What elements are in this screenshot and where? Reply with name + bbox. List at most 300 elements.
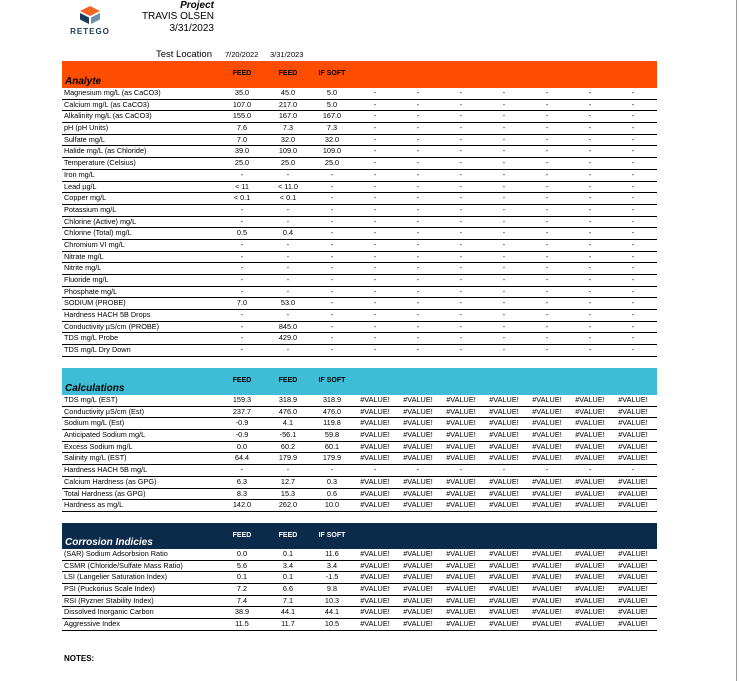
- table-row: [62, 418, 657, 430]
- table-cell: -: [373, 169, 377, 179]
- table-cell: -: [240, 310, 244, 320]
- table-cell: < 11: [235, 181, 249, 191]
- table-cell: 5.0: [326, 88, 338, 97]
- table-cell: #VALUE!: [532, 619, 562, 629]
- table-cell: -: [416, 204, 420, 214]
- table-cell: -: [459, 286, 463, 296]
- table-cell: -: [240, 321, 244, 331]
- table-row: [62, 407, 657, 419]
- table-cell: -: [373, 228, 377, 238]
- table-cell: 0.1: [282, 572, 294, 582]
- table-cell: -: [330, 263, 334, 273]
- table-cell: #VALUE!: [360, 430, 390, 440]
- table-cell: #VALUE!: [360, 406, 390, 416]
- table-cell: -: [416, 111, 420, 121]
- col-if-soft: IF SOFT: [318, 532, 346, 539]
- table-cell: -: [631, 146, 635, 156]
- row-label: Phosphate mg/L: [64, 286, 118, 296]
- table-row: [62, 333, 657, 345]
- table-cell: #VALUE!: [403, 418, 433, 428]
- table-cell: 179.9: [278, 453, 298, 463]
- table-cell: -: [459, 146, 463, 156]
- table-row: [62, 123, 657, 135]
- table-cell: -: [373, 345, 377, 355]
- table-cell: -: [588, 146, 592, 156]
- row-label: Temperature (Celsius): [64, 158, 136, 168]
- table-cell: #VALUE!: [532, 430, 562, 440]
- table-cell: #VALUE!: [618, 619, 648, 629]
- table-cell: -: [286, 275, 290, 284]
- table-cell: #VALUE!: [446, 453, 476, 463]
- table-cell: 167.0: [278, 111, 298, 121]
- row-label: (SAR) Sodium Adsorbsion Ratio: [64, 549, 168, 558]
- table-cell: -: [286, 263, 290, 273]
- row-label: Calcium mg/L (as CaCO3): [64, 99, 150, 109]
- table-cell: -0.9: [235, 430, 249, 440]
- table-cell: -: [588, 111, 592, 121]
- table-cell: -: [588, 158, 592, 168]
- table-row: [62, 193, 657, 205]
- table-cell: -: [459, 123, 463, 133]
- table-cell: 3.4: [282, 560, 294, 570]
- table-cell: -: [545, 251, 549, 261]
- table-cell: #VALUE!: [403, 476, 433, 486]
- table-cell: -: [459, 181, 463, 191]
- table-cell: -: [416, 181, 420, 191]
- table-cell: #VALUE!: [532, 500, 562, 510]
- table-cell: #VALUE!: [575, 607, 605, 617]
- table-cell: -: [588, 134, 592, 144]
- table-cell: 25.0: [324, 158, 340, 168]
- table-cell: #VALUE!: [618, 549, 648, 558]
- table-cell: 7.1: [282, 595, 294, 605]
- table-cell: -: [286, 216, 290, 226]
- row-label: Nitrate mg/L: [64, 251, 104, 261]
- table-cell: #VALUE!: [360, 441, 390, 451]
- table-cell: #VALUE!: [532, 476, 562, 486]
- table-cell: -: [631, 181, 635, 191]
- table-cell: -: [459, 333, 463, 343]
- table-cell: 38.9: [234, 607, 250, 617]
- row-label: Total Hardness (as GPG): [64, 488, 146, 498]
- table-cell: -: [416, 298, 420, 308]
- table-cell: 4.1: [282, 418, 294, 428]
- table-cell: #VALUE!: [403, 560, 433, 570]
- col-feed-2: FEED: [278, 377, 298, 384]
- table-cell: -: [373, 298, 377, 308]
- table-cell: -: [545, 465, 549, 475]
- table-cell: -: [373, 193, 377, 203]
- table-cell: -: [459, 239, 463, 249]
- table-row: [62, 572, 657, 584]
- row-label: Chromium VI mg/L: [64, 239, 125, 249]
- table-cell: 119.8: [323, 418, 341, 428]
- table-cell: -: [545, 88, 549, 97]
- table-cell: #VALUE!: [446, 584, 476, 594]
- table-cell: -: [330, 216, 334, 226]
- table-cell: #VALUE!: [446, 572, 476, 582]
- table-cell: -: [373, 333, 377, 343]
- table-cell: #VALUE!: [489, 560, 519, 570]
- table-cell: -: [588, 181, 592, 191]
- table-cell: -: [545, 193, 549, 203]
- table-cell: -: [545, 345, 549, 355]
- table-cell: -: [459, 99, 463, 109]
- table-cell: -: [240, 251, 244, 261]
- table-cell: -: [631, 298, 635, 308]
- table-row: [62, 430, 657, 442]
- table-cell: 107.0: [232, 99, 252, 109]
- table-cell: 7.0: [236, 134, 248, 144]
- table-cell: -: [588, 345, 592, 355]
- table-cell: -: [240, 204, 244, 214]
- table-row: [62, 453, 657, 465]
- table-cell: 9.8: [326, 584, 338, 594]
- table-cell: -: [240, 333, 244, 343]
- table-cell: -: [502, 193, 506, 203]
- table-cell: -: [545, 204, 549, 214]
- table-cell: #VALUE!: [575, 453, 605, 463]
- table-cell: #VALUE!: [575, 560, 605, 570]
- row-label: Calcium Hardness (as GPG): [64, 476, 157, 486]
- table-cell: -: [631, 158, 635, 168]
- table-cell: -: [330, 193, 334, 203]
- table-cell: -: [545, 181, 549, 191]
- table-cell: -: [459, 345, 463, 355]
- table-cell: -: [631, 263, 635, 273]
- table-cell: 0.1: [236, 572, 248, 582]
- table-cell: 60.2: [280, 441, 296, 451]
- table-cell: -: [631, 134, 635, 144]
- row-label: Dissolved Inorganic Carbon: [64, 607, 154, 617]
- table-cell: -: [502, 134, 506, 144]
- table-cell: #VALUE!: [618, 430, 648, 440]
- table-cell: -: [459, 275, 463, 284]
- table-cell: #VALUE!: [532, 406, 562, 416]
- table-cell: < 0.1: [233, 193, 251, 203]
- table-cell: #VALUE!: [489, 595, 519, 605]
- table-cell: -: [416, 321, 420, 331]
- table-cell: 476.0: [322, 406, 342, 416]
- table-cell: #VALUE!: [575, 406, 605, 416]
- table-cell: -: [631, 216, 635, 226]
- table-cell: 5.0: [326, 99, 338, 109]
- table-row: [62, 607, 657, 619]
- table-cell: 179.9: [322, 453, 342, 463]
- table-cell: #VALUE!: [403, 584, 433, 594]
- table-cell: #VALUE!: [532, 453, 562, 463]
- table-cell: -: [545, 216, 549, 226]
- table-cell: -: [330, 228, 334, 238]
- table-cell: -: [416, 263, 420, 273]
- analyte-title: Analyte: [65, 76, 102, 87]
- table-cell: -: [502, 111, 506, 121]
- table-cell: -: [631, 251, 635, 261]
- row-label: Conductivity µS/cm (PROBE): [64, 321, 160, 331]
- table-cell: -: [588, 169, 592, 179]
- table-cell: -: [416, 169, 420, 179]
- table-row: [62, 619, 657, 631]
- table-cell: -: [416, 239, 420, 249]
- table-cell: -: [502, 298, 506, 308]
- table-cell: #VALUE!: [403, 453, 433, 463]
- table-cell: 167.0: [322, 111, 342, 121]
- test-date-1: 7/20/2022: [225, 50, 259, 59]
- table-cell: -: [545, 321, 549, 331]
- table-cell: -: [502, 310, 506, 320]
- table-cell: 3.4: [326, 560, 338, 570]
- table-cell: 8.3: [236, 488, 248, 498]
- table-cell: #VALUE!: [618, 395, 648, 404]
- table-row: [62, 442, 657, 454]
- table-cell: 318.9: [322, 395, 342, 404]
- table-cell: -: [373, 275, 377, 284]
- table-row: [62, 217, 657, 229]
- table-cell: -: [373, 111, 377, 121]
- col-feed-2: FEED: [278, 70, 298, 77]
- table-cell: -: [502, 99, 506, 109]
- table-cell: -: [330, 251, 334, 261]
- table-cell: #VALUE!: [532, 395, 562, 404]
- table-cell: -: [631, 321, 635, 331]
- table-cell: -: [240, 275, 244, 284]
- table-cell: -: [459, 111, 463, 121]
- logo-text: RETEGO: [70, 27, 110, 36]
- table-cell: -: [588, 286, 592, 296]
- table-cell: 7.3: [282, 123, 294, 133]
- table-cell: -: [631, 123, 635, 133]
- table-cell: 7.2: [236, 584, 248, 594]
- table-cell: < 0.1: [279, 193, 297, 203]
- table-cell: -: [373, 465, 377, 475]
- table-cell: -: [631, 204, 635, 214]
- table-row: [62, 182, 657, 194]
- table-cell: -: [330, 465, 334, 475]
- table-cell: -: [588, 216, 592, 226]
- table-cell: -: [545, 333, 549, 343]
- table-cell: #VALUE!: [360, 418, 390, 428]
- table-cell: 142.0: [232, 500, 252, 510]
- table-cell: 11.6: [325, 549, 339, 558]
- table-cell: #VALUE!: [532, 607, 562, 617]
- table-cell: -: [373, 321, 377, 331]
- table-cell: #VALUE!: [618, 406, 648, 416]
- table-cell: #VALUE!: [618, 584, 648, 594]
- table-cell: -: [416, 345, 420, 355]
- table-cell: #VALUE!: [403, 395, 433, 404]
- table-row: [62, 298, 657, 310]
- row-label: TDS mg/L Dry Down: [64, 345, 131, 355]
- table-row: [62, 252, 657, 264]
- table-cell: 845.0: [278, 321, 298, 331]
- table-cell: -: [330, 333, 334, 343]
- table-cell: -: [416, 158, 420, 168]
- table-row: [62, 322, 657, 334]
- table-cell: #VALUE!: [360, 607, 390, 617]
- table-cell: #VALUE!: [446, 441, 476, 451]
- table-cell: #VALUE!: [489, 619, 519, 629]
- retego-logo-icon: [79, 5, 101, 25]
- table-cell: 0.0: [236, 549, 248, 558]
- table-cell: 262.0: [278, 500, 298, 510]
- table-cell: #VALUE!: [532, 572, 562, 582]
- table-row: [62, 263, 657, 275]
- table-cell: -: [416, 275, 420, 284]
- table-cell: -: [631, 193, 635, 203]
- table-cell: -: [416, 88, 420, 97]
- table-cell: -56.1: [279, 430, 297, 440]
- table-cell: -: [631, 345, 635, 355]
- table-cell: -: [416, 333, 420, 343]
- test-location-label: Test Location: [156, 49, 212, 60]
- table-cell: 35.0: [234, 88, 250, 97]
- row-label: Lead µg/L: [64, 181, 97, 191]
- table-row: [62, 111, 657, 123]
- table-cell: -: [545, 111, 549, 121]
- table-row: [62, 240, 657, 252]
- table-cell: -: [330, 321, 334, 331]
- row-label: Alkalinity mg/L (as CaCO3): [64, 111, 152, 121]
- table-cell: -: [416, 286, 420, 296]
- table-cell: #VALUE!: [446, 488, 476, 498]
- table-row: [62, 561, 657, 573]
- table-cell: #VALUE!: [489, 418, 519, 428]
- table-cell: -: [240, 286, 244, 296]
- table-row: [62, 146, 657, 158]
- table-cell: -: [240, 465, 244, 475]
- table-cell: -: [286, 251, 290, 261]
- table-cell: 11.7: [281, 619, 295, 629]
- table-cell: -: [545, 239, 549, 249]
- table-cell: #VALUE!: [489, 430, 519, 440]
- table-cell: #VALUE!: [489, 549, 519, 558]
- table-cell: #VALUE!: [403, 549, 433, 558]
- table-cell: -: [631, 310, 635, 320]
- table-cell: #VALUE!: [360, 395, 390, 404]
- table-cell: -: [631, 169, 635, 179]
- analyte-section-header: [62, 61, 657, 88]
- table-cell: -: [373, 204, 377, 214]
- table-cell: -: [459, 298, 463, 308]
- table-cell: #VALUE!: [489, 607, 519, 617]
- table-cell: -: [330, 181, 334, 191]
- table-cell: #VALUE!: [403, 441, 433, 451]
- table-cell: -: [416, 134, 420, 144]
- table-cell: -: [545, 169, 549, 179]
- table-cell: #VALUE!: [446, 607, 476, 617]
- table-cell: -: [459, 169, 463, 179]
- table-cell: -: [240, 169, 244, 179]
- table-cell: #VALUE!: [575, 595, 605, 605]
- table-cell: 32.0: [280, 134, 296, 144]
- table-cell: -: [502, 321, 506, 331]
- table-cell: 25.0: [234, 158, 250, 168]
- table-cell: -: [286, 239, 290, 249]
- row-label: SODIUM (PROBE): [64, 298, 126, 308]
- table-cell: -: [286, 286, 290, 296]
- table-cell: -: [588, 298, 592, 308]
- table-cell: -: [330, 275, 334, 284]
- table-cell: 159.3: [232, 395, 252, 404]
- table-cell: 12.7: [280, 476, 296, 486]
- table-cell: -0.9: [235, 418, 249, 428]
- table-cell: 11.5: [235, 619, 249, 629]
- table-cell: #VALUE!: [403, 607, 433, 617]
- table-cell: 476.0: [278, 406, 298, 416]
- row-label: Sulfate mg/L: [64, 134, 105, 144]
- table-cell: -: [459, 263, 463, 273]
- table-cell: -: [286, 465, 290, 475]
- table-row: [62, 170, 657, 182]
- table-cell: #VALUE!: [403, 406, 433, 416]
- table-row: [62, 310, 657, 322]
- table-cell: -: [588, 239, 592, 249]
- table-cell: #VALUE!: [403, 430, 433, 440]
- table-cell: 0.1: [282, 549, 294, 558]
- table-cell: -: [459, 158, 463, 168]
- table-cell: -: [588, 228, 592, 238]
- row-label: pH (pH Units): [64, 123, 109, 133]
- row-label: RSI (Ryzner Stability Index): [64, 595, 154, 605]
- table-cell: -: [545, 228, 549, 238]
- table-cell: 6.3: [236, 476, 248, 486]
- table-row: [62, 549, 657, 561]
- row-label: Iron mg/L: [64, 169, 95, 179]
- table-row: [62, 395, 657, 407]
- calculations-title: Calculations: [65, 383, 125, 394]
- table-cell: -: [502, 345, 506, 355]
- table-cell: -: [545, 298, 549, 308]
- table-cell: -: [373, 134, 377, 144]
- table-cell: 0.6: [326, 488, 338, 498]
- table-cell: < 11.0: [278, 181, 298, 191]
- table-cell: #VALUE!: [575, 395, 605, 404]
- table-cell: -: [416, 99, 420, 109]
- table-cell: #VALUE!: [489, 488, 519, 498]
- table-cell: #VALUE!: [446, 560, 476, 570]
- table-cell: 7.3: [326, 123, 338, 133]
- table-cell: #VALUE!: [618, 500, 648, 510]
- table-cell: 7.4: [236, 595, 248, 605]
- table-cell: -: [416, 251, 420, 261]
- table-cell: -: [286, 310, 290, 320]
- table-cell: -: [240, 216, 244, 226]
- table-cell: #VALUE!: [489, 476, 519, 486]
- table-cell: -: [631, 88, 635, 97]
- calculations-table: [62, 395, 657, 512]
- table-row: [62, 287, 657, 299]
- table-cell: -: [330, 169, 334, 179]
- table-cell: #VALUE!: [446, 418, 476, 428]
- table-cell: -: [502, 239, 506, 249]
- table-cell: -: [588, 193, 592, 203]
- col-if-soft: IF SOFT: [318, 70, 346, 77]
- table-cell: #VALUE!: [360, 500, 390, 510]
- table-cell: -: [373, 286, 377, 296]
- table-cell: -: [459, 228, 463, 238]
- table-row: [62, 500, 657, 512]
- col-feed-1: FEED: [232, 377, 252, 384]
- table-cell: #VALUE!: [618, 453, 648, 463]
- table-cell: 155.0: [232, 111, 252, 121]
- table-cell: #VALUE!: [489, 500, 519, 510]
- table-cell: #VALUE!: [489, 572, 519, 582]
- col-feed-1: FEED: [232, 70, 252, 77]
- row-label: TDS mg/L Probe: [64, 333, 119, 343]
- table-cell: -: [545, 123, 549, 133]
- table-cell: 237.7: [232, 406, 252, 416]
- col-feed-1: FEED: [232, 532, 252, 539]
